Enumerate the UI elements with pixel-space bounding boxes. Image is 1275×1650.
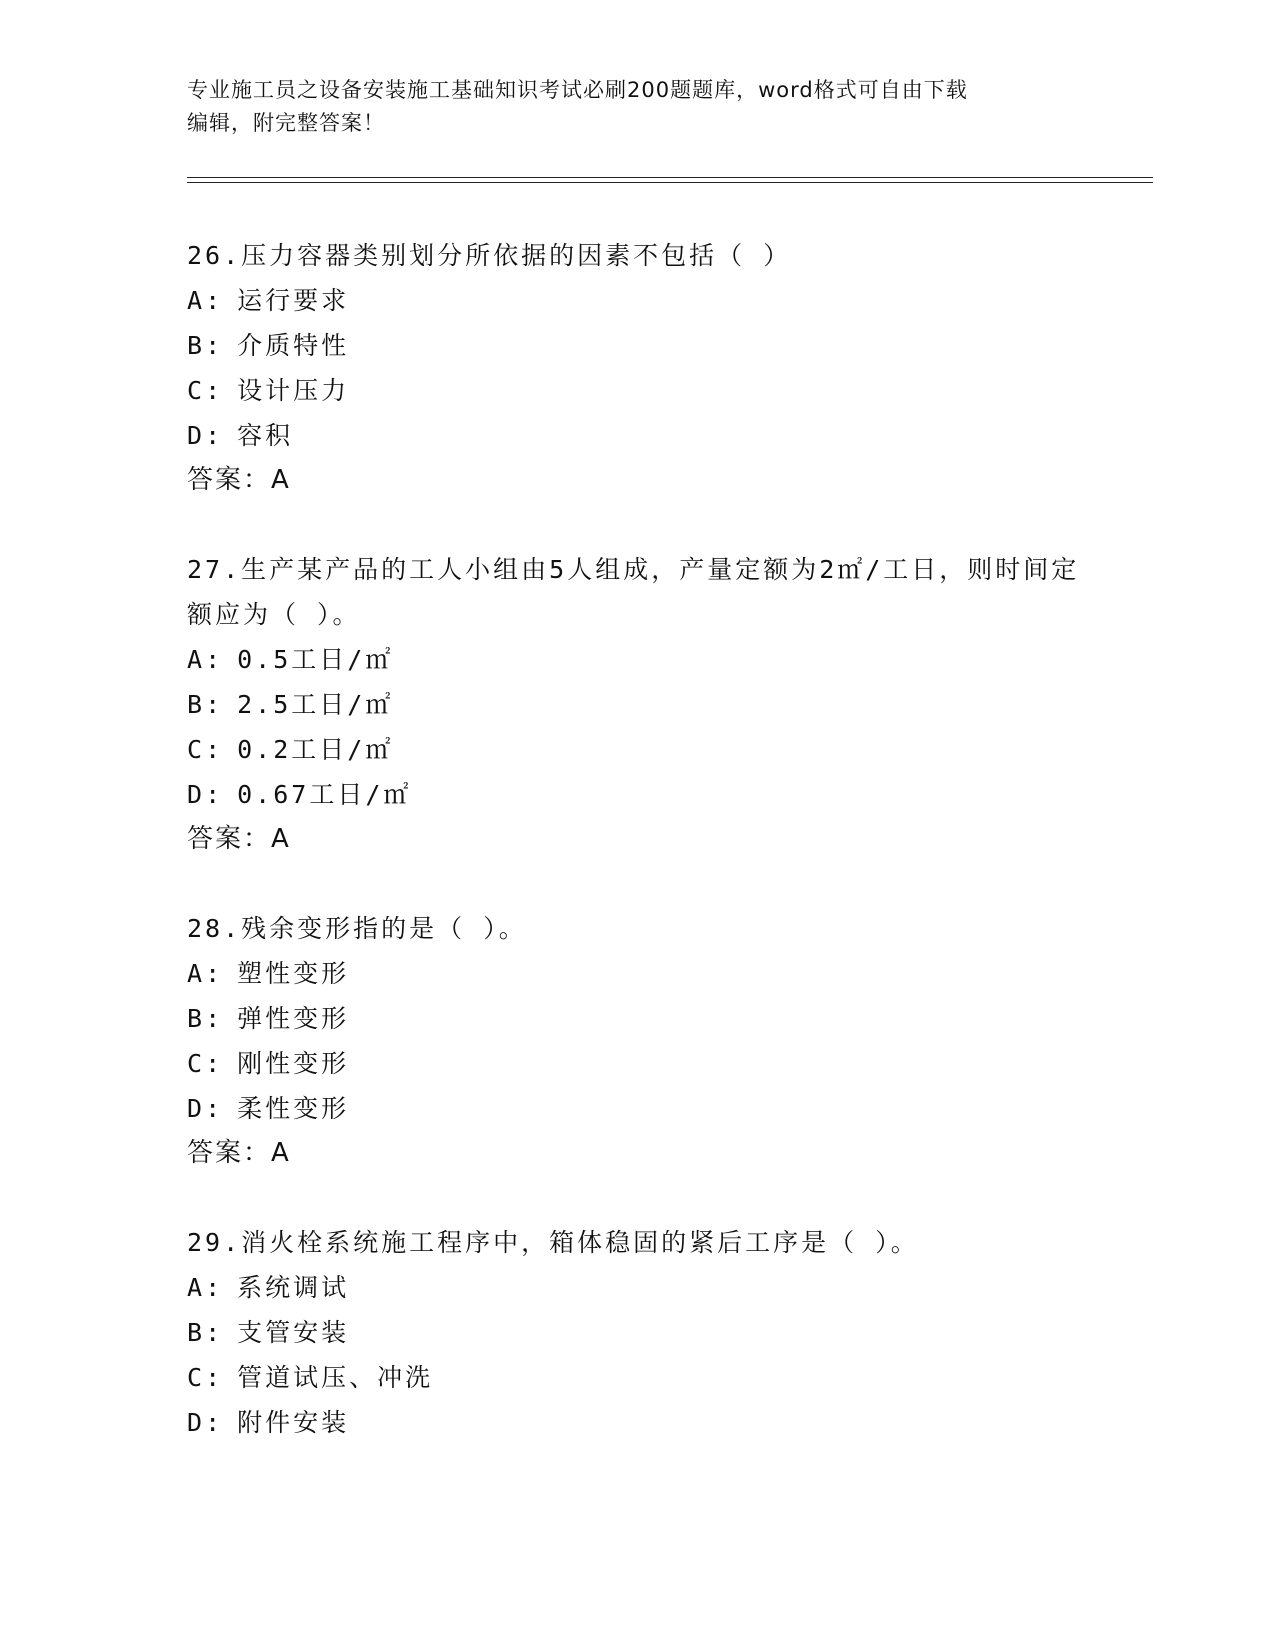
option-a (187, 951, 1107, 996)
option-separator: : (205, 959, 224, 988)
option-separator: : (205, 1363, 224, 1392)
option-separator: : (205, 1094, 224, 1123)
question-29 (187, 1220, 1107, 1445)
option-separator: : (205, 1273, 224, 1302)
option-c (187, 368, 1107, 413)
option-text: 容积 (237, 421, 294, 450)
header-divider-top (187, 177, 1153, 178)
option-b (187, 1310, 1107, 1355)
option-d (187, 1086, 1107, 1131)
option-a (187, 637, 1107, 682)
option-text: 0.67工日/㎡ (237, 780, 412, 809)
option-a (187, 278, 1107, 323)
option-letter: B (187, 1004, 206, 1033)
option-separator: : (205, 286, 224, 315)
question-27 (187, 547, 1107, 862)
option-text: 介质特性 (237, 331, 350, 360)
question-list (187, 233, 1107, 1489)
option-letter: D (187, 421, 206, 450)
question-stem: 28.残余变形指的是（ ）。 (187, 914, 527, 943)
option-letter: B (187, 690, 206, 719)
option-letter: A (187, 286, 206, 315)
option-text: 柔性变形 (237, 1094, 350, 1123)
option-text: 设计压力 (237, 376, 350, 405)
question-stem: 27.生产某产品的工人小组由5人组成，产量定额为2㎡/工日，则时间定额应为（ ）。 (187, 555, 1080, 629)
option-letter: B (187, 331, 206, 360)
option-text: 支管安装 (237, 1318, 350, 1347)
option-letter: A (187, 1273, 206, 1302)
header-title-line-1: 专业施工员之设备安装施工基础知识考试必刷200题题库，word格式可自由下载 (187, 78, 968, 102)
option-separator: : (205, 645, 224, 674)
option-text: 附件安装 (237, 1408, 350, 1437)
option-c (187, 1041, 1107, 1086)
option-text: 运行要求 (237, 286, 350, 315)
question-stem: 29.消火栓系统施工程序中，箱体稳固的紧后工序是（ ）。 (187, 1228, 919, 1257)
option-separator: : (205, 376, 224, 405)
option-separator: : (205, 331, 224, 360)
option-letter: D (187, 1094, 206, 1123)
option-letter: D (187, 1408, 206, 1437)
option-separator: : (205, 421, 224, 450)
option-letter: C (187, 1049, 206, 1078)
option-letter: D (187, 780, 206, 809)
header-divider-bottom (187, 182, 1153, 183)
option-separator: : (205, 1004, 224, 1033)
option-d (187, 772, 1107, 817)
option-letter: C (187, 1363, 206, 1392)
answer-line: 答案：A (187, 1138, 291, 1168)
option-separator: : (205, 735, 224, 764)
option-text: 刚性变形 (237, 1049, 350, 1078)
answer-line: 答案：A (187, 824, 291, 854)
answer-line: 答案：A (187, 465, 291, 495)
option-text: 0.5工日/㎡ (237, 645, 394, 674)
option-c (187, 1355, 1107, 1400)
option-text: 弹性变形 (237, 1004, 350, 1033)
option-b (187, 996, 1107, 1041)
option-letter: A (187, 959, 206, 988)
option-b (187, 323, 1107, 368)
option-text: 系统调试 (237, 1273, 350, 1302)
option-separator: : (205, 690, 224, 719)
option-separator: : (205, 780, 224, 809)
option-d (187, 413, 1107, 458)
header-title-line-2: 编辑，附完整答案！ (187, 111, 385, 135)
option-b (187, 682, 1107, 727)
question-stem: 26.压力容器类别划分所依据的因素不包括（ ） (187, 241, 792, 270)
option-separator: : (205, 1408, 224, 1437)
option-text: 塑性变形 (237, 959, 350, 988)
question-28 (187, 906, 1107, 1176)
option-c (187, 727, 1107, 772)
option-letter: C (187, 735, 206, 764)
option-letter: B (187, 1318, 206, 1347)
option-a (187, 1265, 1107, 1310)
option-d (187, 1400, 1107, 1445)
option-text: 0.2工日/㎡ (237, 735, 394, 764)
option-separator: : (205, 1049, 224, 1078)
option-letter: C (187, 376, 206, 405)
option-separator: : (205, 1318, 224, 1347)
option-text: 管道试压、冲洗 (237, 1363, 434, 1392)
question-26 (187, 233, 1107, 503)
document-header (187, 74, 1087, 140)
option-text: 2.5工日/㎡ (237, 690, 394, 719)
option-letter: A (187, 645, 206, 674)
